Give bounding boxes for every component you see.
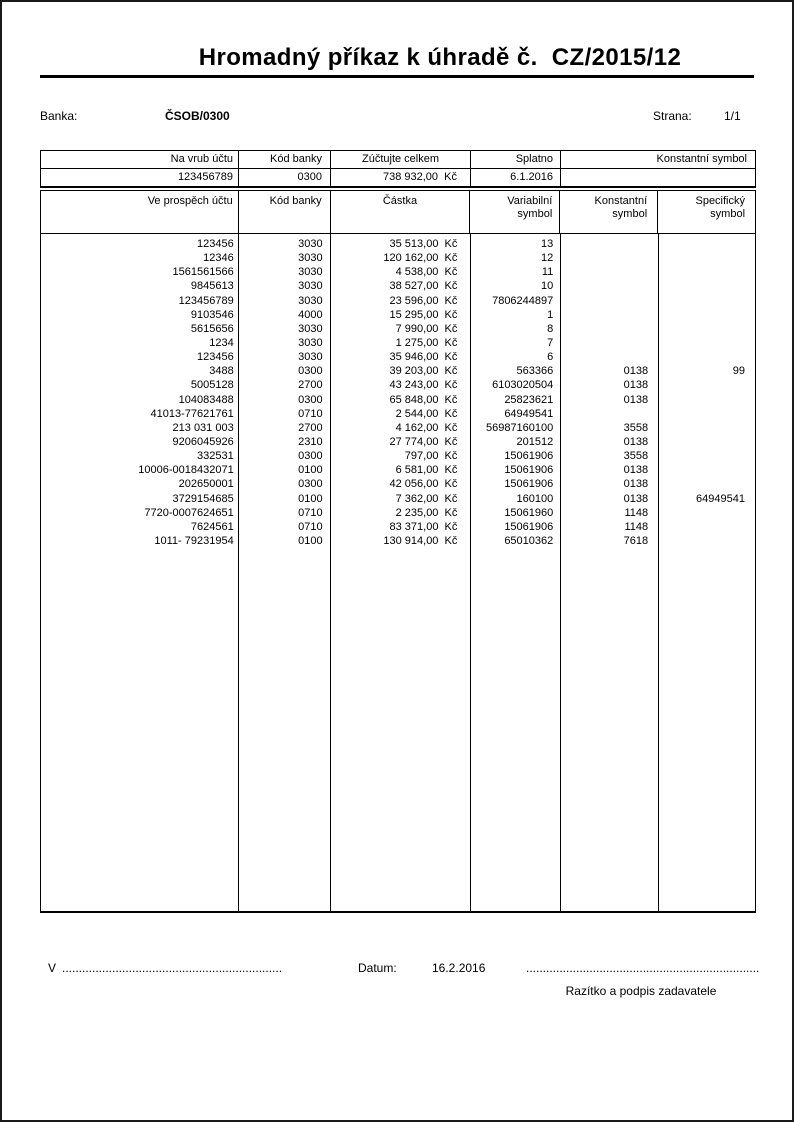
cell-specific-symbol [658, 294, 755, 308]
cell-variable-symbol: 160100 [516, 492, 554, 505]
cell-variable-symbol: 8 [547, 322, 554, 335]
cell-variable-symbol: 13 [541, 238, 554, 250]
cell-specific-symbol [658, 520, 755, 534]
column-header-debit-account: Na vrub účtu [41, 151, 239, 168]
cell-account: 104083488 [178, 393, 234, 406]
cell-account: 1561561566 [172, 266, 234, 279]
cell-specific-symbol: 64949541 [696, 492, 745, 505]
cell-specific-symbol [658, 534, 755, 548]
table-row [41, 407, 755, 421]
column-header-specific-symbol: Specifický symbol [695, 195, 746, 220]
cell-amount: 1 275,00 Kč [395, 336, 458, 349]
cell-due-date: 6.1.2016 [471, 169, 561, 186]
date-value: 16.2.2016 [432, 961, 486, 975]
cell-constant-symbol [560, 251, 658, 265]
cell-constant-symbol: 0138 [623, 365, 649, 378]
cell-specific-symbol [658, 506, 755, 520]
cell-variable-symbol: 1 [547, 308, 554, 321]
cell-variable-symbol: 6 [547, 351, 554, 364]
cell-amount: 35 513,00 Kč [389, 238, 458, 250]
cell-variable-symbol: 15061906 [504, 478, 554, 491]
cell-specific-symbol [658, 449, 755, 463]
cell-specific-symbol [658, 421, 755, 435]
table-row [41, 237, 755, 251]
cell-amount: 83 371,00 Kč [389, 520, 458, 533]
cell-account: 7624561 [190, 520, 234, 533]
cell-account: 12346 [203, 252, 234, 265]
cell-bank-code: 3030 [298, 336, 323, 349]
cell-debit-account: 123456789 [41, 169, 239, 186]
cell-constant-symbol [560, 407, 658, 421]
cell-variable-symbol: 56987160100 [485, 421, 554, 434]
cell-amount: 38 527,00 Kč [389, 280, 458, 293]
cell-constant-symbol: 1148 [624, 506, 649, 519]
cell-variable-symbol: 25823621 [504, 393, 554, 406]
cell-constant-symbol: 0138 [623, 379, 649, 392]
column-header-bank-code: Kód banky [239, 191, 331, 233]
cell-constant-symbol [560, 294, 658, 308]
table-row [41, 294, 755, 308]
document-title: Hromadný příkaz k úhradě č. CZ/2015/12 [198, 44, 682, 71]
cell-bank-code: 0300 [239, 169, 331, 186]
table-row [41, 534, 755, 548]
cell-amount: 6 581,00 Kč [395, 464, 458, 477]
cell-specific-symbol [658, 477, 755, 491]
cell-amount: 2 235,00 Kč [395, 506, 458, 519]
cell-constant-symbol [560, 279, 658, 293]
table-rows [41, 234, 755, 548]
cell-amount: 43 243,00 Kč [389, 379, 458, 392]
cell-account: 9206045926 [172, 435, 234, 448]
page-number-value: 1/1 [724, 109, 741, 123]
table-row [41, 506, 755, 520]
cell-constant-symbol: 3558 [623, 421, 649, 434]
cell-account: 202650001 [178, 478, 234, 491]
cell-account: 5615656 [190, 322, 234, 335]
cell-bank-code: 3030 [298, 280, 323, 293]
place-dotted-line: .................................................................. [62, 961, 283, 975]
cell-bank-code: 0710 [298, 407, 323, 420]
cell-constant-symbol [560, 336, 658, 350]
cell-amount: 65 848,00 Kč [389, 393, 458, 406]
cell-variable-symbol: 7806244897 [492, 294, 554, 307]
table-row [41, 378, 755, 392]
cell-bank-code: 0300 [298, 478, 323, 491]
cell-account: 213 031 003 [172, 421, 234, 434]
cell-variable-symbol: 7 [547, 336, 554, 349]
cell-account: 9103546 [190, 308, 234, 321]
cell-specific-symbol: 99 [732, 365, 745, 378]
cell-amount: 7 990,00 Kč [395, 322, 458, 335]
cell-specific-symbol [658, 279, 755, 293]
cell-specific-symbol [658, 336, 755, 350]
cell-account: 332531 [196, 450, 234, 463]
cell-account: 123456 [196, 351, 234, 364]
cell-bank-code: 3030 [298, 252, 323, 265]
cell-bank-code: 0710 [298, 520, 323, 533]
table-row [41, 169, 755, 186]
cell-amount: 27 774,00 Kč [389, 435, 458, 448]
column-header-constant-symbol: Konstantní symbol [560, 191, 658, 233]
cell-amount: 23 596,00 Kč [389, 294, 458, 307]
column-header-variable-symbol: Variabilní symbol [470, 191, 560, 233]
cell-specific-symbol [658, 463, 755, 477]
table-header-row [41, 191, 755, 234]
cell-total-amount: 738 932,00 Kč [331, 169, 471, 186]
cell-constant-symbol [560, 265, 658, 279]
cell-account: 9845613 [190, 280, 234, 293]
cell-constant-symbol: 1148 [624, 520, 649, 533]
cell-variable-symbol: 11 [541, 266, 554, 279]
column-header-amount: Částka [331, 191, 471, 233]
cell-bank-code: 0100 [298, 492, 323, 505]
table-row [41, 520, 755, 534]
bank-label: Banka: [40, 109, 78, 123]
cell-constant-symbol [560, 237, 658, 251]
cell-bank-code: 3030 [298, 322, 323, 335]
cell-constant-symbol [560, 322, 658, 336]
cell-specific-symbol [658, 322, 755, 336]
cell-variable-symbol: 65010362 [504, 534, 554, 547]
cell-specific-symbol [658, 350, 755, 364]
cell-specific-symbol [658, 435, 755, 449]
title-underline [40, 75, 754, 78]
cell-constant-symbol: 0138 [623, 492, 649, 505]
column-divider [330, 234, 331, 911]
table-row [41, 393, 755, 407]
cell-amount: 42 056,00 Kč [389, 478, 458, 491]
cell-constant-symbol [560, 308, 658, 322]
cell-account: 3729154685 [172, 492, 234, 505]
table-row [41, 322, 755, 336]
cell-constant-symbol: 0138 [623, 464, 649, 477]
cell-constant-symbol: 0138 [623, 478, 649, 491]
column-divider [238, 234, 239, 911]
date-label: Datum: [358, 961, 397, 975]
cell-bank-code: 0710 [298, 506, 323, 519]
cell-amount: 2 544,00 Kč [395, 407, 458, 420]
table-row [41, 477, 755, 491]
cell-bank-code: 2310 [298, 435, 323, 448]
cell-specific-symbol [658, 237, 755, 251]
signature-dotted-line: ...................................................................... [526, 961, 760, 975]
cell-account: 1011- 79231954 [154, 534, 234, 547]
cell-bank-code: 0300 [298, 450, 323, 463]
column-header-total: Zúčtujte celkem [331, 151, 471, 168]
cell-bank-code: 2700 [298, 421, 323, 434]
cell-variable-symbol: 563366 [516, 365, 554, 378]
cell-variable-symbol: 12 [541, 252, 554, 265]
cell-specific-symbol [658, 251, 755, 265]
table-row [41, 336, 755, 350]
table-row [41, 421, 755, 435]
cell-variable-symbol: 64949541 [504, 407, 554, 420]
cell-variable-symbol: 10 [541, 280, 554, 293]
cell-amount: 797,00 Kč [404, 450, 458, 463]
cell-bank-code: 3030 [298, 238, 323, 250]
cell-bank-code: 3030 [298, 266, 323, 279]
cell-variable-symbol: 15061906 [504, 464, 554, 477]
table-row [41, 350, 755, 364]
column-header-constant-symbol: Konstantní symbol [656, 153, 747, 165]
table-row [41, 364, 755, 378]
cell-constant-symbol: 3558 [623, 450, 649, 463]
debit-summary-table [40, 150, 756, 188]
place-label: V [48, 961, 57, 975]
table-row [41, 251, 755, 265]
cell-variable-symbol: 15061906 [504, 520, 554, 533]
page-number-label: Strana: [653, 109, 692, 123]
cell-specific-symbol [658, 393, 755, 407]
cell-specific-symbol [658, 265, 755, 279]
cell-specific-symbol [658, 378, 755, 392]
bank-value: ČSOB/0300 [165, 109, 230, 123]
cell-bank-code: 4000 [298, 308, 323, 321]
column-divider [658, 234, 659, 911]
table-row [41, 265, 755, 279]
cell-account: 3488 [209, 365, 234, 378]
table-row [41, 449, 755, 463]
cell-bank-code: 3030 [298, 294, 323, 307]
cell-account: 1234 [209, 336, 234, 349]
column-divider [470, 234, 471, 911]
cell-bank-code: 2700 [298, 379, 323, 392]
cell-variable-symbol: 15061960 [504, 506, 554, 519]
column-divider [560, 234, 561, 911]
cell-amount: 120 162,00 Kč [383, 252, 458, 265]
cell-account: 41013-77621761 [150, 407, 234, 420]
cell-amount: 7 362,00 Kč [395, 492, 458, 505]
cell-constant-symbol [560, 350, 658, 364]
cell-account: 123456789 [178, 294, 234, 307]
table-row [41, 463, 755, 477]
cell-bank-code: 0100 [298, 464, 323, 477]
signature-label: Razítko a podpis zadavatele [565, 984, 717, 998]
cell-specific-symbol [658, 407, 755, 421]
cell-constant-symbol: 0138 [623, 435, 649, 448]
cell-amount: 15 295,00 Kč [389, 308, 458, 321]
cell-constant-symbol: 0138 [623, 393, 649, 406]
cell-bank-code: 0100 [298, 534, 323, 547]
column-header-due-date: Splatno [471, 151, 561, 168]
payments-table [40, 190, 756, 913]
cell-bank-code: 0300 [298, 393, 323, 406]
table-row [41, 308, 755, 322]
table-body [41, 234, 755, 911]
column-header-credit-account: Ve prospěch účtu [41, 191, 239, 233]
cell-bank-code: 3030 [298, 351, 323, 364]
table-row [41, 492, 755, 506]
table-row [41, 279, 755, 293]
cell-specific-symbol [658, 308, 755, 322]
cell-account: 123456 [196, 238, 234, 250]
cell-amount: 4 538,00 Kč [395, 266, 458, 279]
cell-account: 7720-0007624651 [144, 506, 234, 519]
cell-amount: 4 162,00 Kč [395, 421, 458, 434]
cell-variable-symbol: 201512 [516, 435, 554, 448]
column-header-bank-code: Kód banky [239, 151, 331, 168]
cell-account: 5005128 [190, 379, 234, 392]
cell-constant-symbol [561, 169, 755, 186]
cell-variable-symbol: 15061906 [504, 450, 554, 463]
cell-variable-symbol: 6103020504 [492, 379, 554, 392]
table-header-row [41, 151, 755, 169]
cell-amount: 39 203,00 Kč [389, 365, 458, 378]
cell-amount: 130 914,00 Kč [383, 534, 458, 547]
cell-constant-symbol: 7618 [623, 534, 649, 547]
table-row [41, 435, 755, 449]
cell-account: 10006-0018432071 [138, 464, 234, 477]
cell-bank-code: 0300 [298, 365, 323, 378]
cell-amount: 35 946,00 Kč [389, 351, 458, 364]
